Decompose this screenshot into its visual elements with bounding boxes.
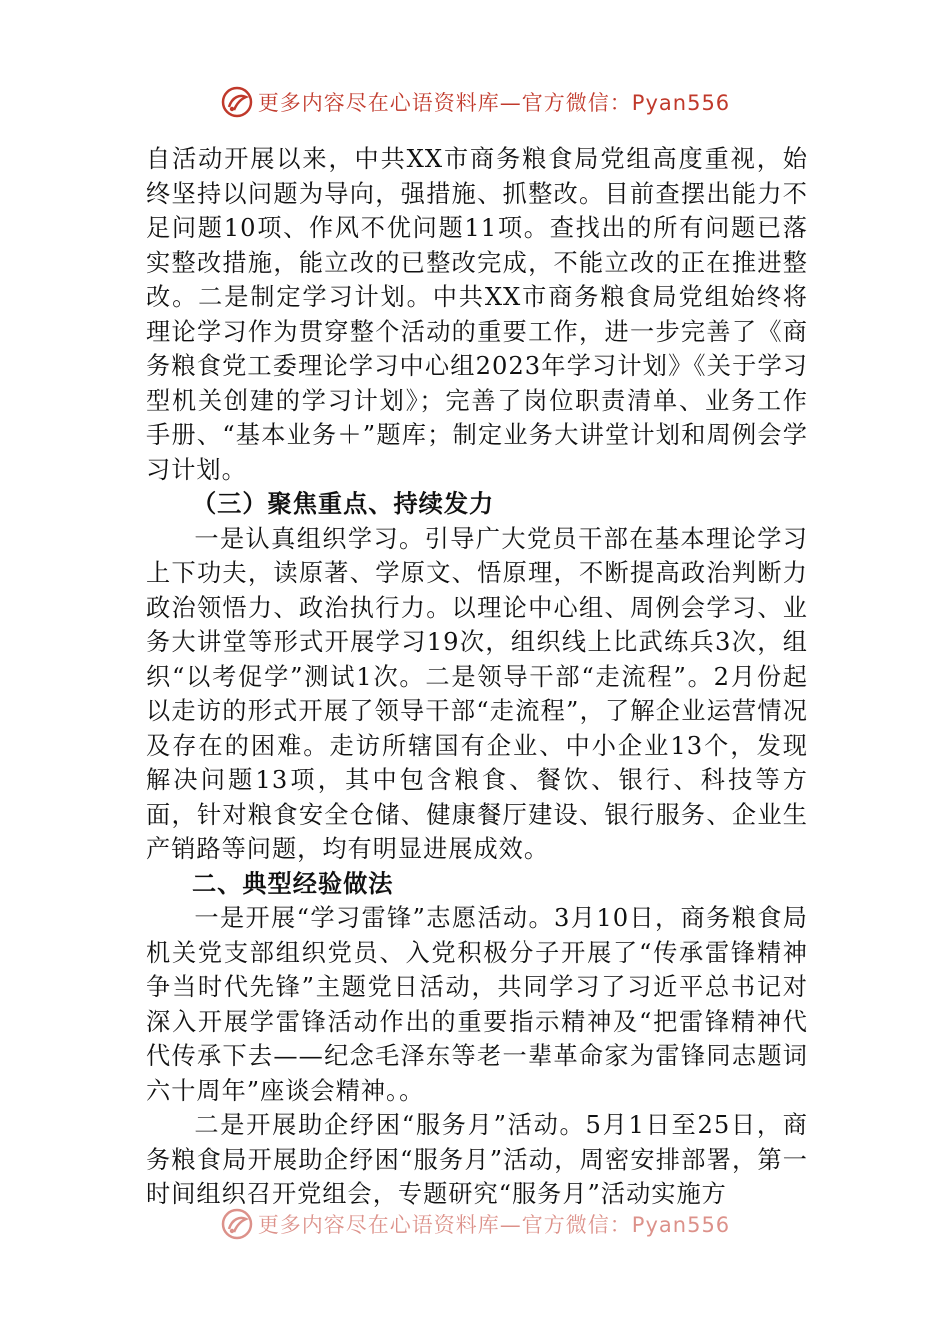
watermark-text: 更多内容尽在心语资料库—官方微信：Pyan556 [257,91,731,115]
paragraph-3: 一是开展“学习雷锋”志愿活动。3月10日，商务粮食局机关党支部组织党员、入党积极分子开展了“传承雷锋精神争当时代先锋”主题党日活动，共同学习了习近平总书记对深入开展学雷锋活动作出的重要指示精神及“把雷锋精神代代传承下去——纪念毛泽东等老一辈革命家为雷锋同志题词六十周年”座谈会精神。。 [146,904,808,1105]
section-heading-3: （三）聚焦重点、持续发力 [191,489,495,518]
paragraph-1: 自活动开展以来，中共XX市商务粮食局党组高度重视，始终坚持以问题为导向，强措施、抓整改。目前查摆出能力不足问题10项、作风不优问题11项。查找出的所有问题已落实整改措施，能立改的已整改完成，不能立改的正在推进整改。二是制定学习计划。中共XX市商务粮食局党组始终将理论学习作为贯穿整个活动的重要工作，进一步完善了《商务粮食党工委理论学习中心组2023年学习计划》《关于学习型机关创建的学习计划》；完善了岗位职责清单、业务工作手册、“基本业务＋”题库；制定业务大讲堂计划和周例会学习计划。 [146,145,808,484]
seal-logo-icon [220,1207,254,1241]
footer-watermark [0,1204,950,1244]
section-heading-typical-experience: 二、典型经验做法 [191,869,394,898]
document-body [146,142,808,1212]
header-watermark [0,82,950,122]
watermark-text: 更多内容尽在心语资料库—官方微信：Pyan556 [257,1213,731,1237]
seal-logo-icon [220,85,254,119]
paragraph-4: 二是开展助企纾困“服务月”活动。5月1日至25日，商务粮食局开展助企纾困“服务月”活动，周密安排部署，第一时间组织召开党组会，专题研究“服务月”活动实施方 [146,1111,808,1208]
paragraph-2: 一是认真组织学习。引导广大党员干部在基本理论学习上下功夫，读原著、学原文、悟原理，不断提高政治判断力政治领悟力、政治执行力。以理论中心组、周例会学习、业务大讲堂等形式开展学习19次，组织线上比武练兵3次，组织“以考促学”测试1次。二是领导干部“走流程”。2月份起以走访的形式开展了领导干部“走流程”，了解企业运营情况及存在的困难。走访所辖国有企业、中小企业13个，发现解决问题13项，其中包含粮食、餐饮、银行、科技等方面，针对粮食安全仓储、健康餐厅建设、银行服务、企业生产销路等问题，均有明显进展成效。 [146,524,808,863]
